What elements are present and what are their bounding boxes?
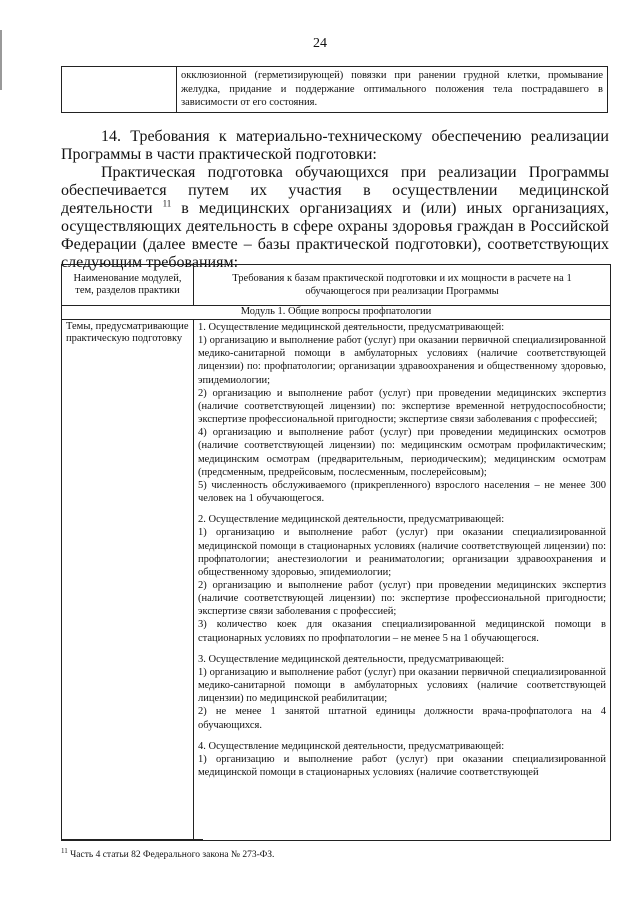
block-item: 3) количество коек для оказания специализированной медицинской помощи в стационарных условиях по профпатологии – не менее 5 на 1 обучающегося. xyxy=(198,619,606,644)
block-item: 1) организацию и выполнение работ (услуг) при оказании специализированной медицинской помощи в стационарных условиях (наличие соответствующей лицензии) по: профпатологии; анестезиологии и реаниматологии; организации здравоохранения и общественному здоровью, эпидемиологии; xyxy=(198,527,606,578)
block-item: 4) организацию и выполнение работ (услуг) при проведении медицинских осмотров (наличие соответствующей лицензии) по: медицинским осмотрам профилактическим; медицинским осмотрам (предварительным, периодическим); медицинским осмотрам (предсменным, предрейсовым, послесменным, послерейсовым); xyxy=(198,427,606,478)
footnote-number: 11 xyxy=(61,847,68,855)
header-requirements: Требования к базам практической подготовки и их мощности в расчете на 1 обучающегося при реализации Программы xyxy=(194,265,611,306)
block-item: 1) организацию и выполнение работ (услуг) при оказании первичной специализированной медико-санитарной помощи в амбулаторных условиях (наличие соответствующей лицензии) по медицинской реабилитации; xyxy=(198,666,606,705)
block-item: 2) организацию и выполнение работ (услуг) при проведении медицинских экспертиз (наличие соответствующей лицензии) по: экспертизе временной нетрудоспособности; экспертизе профессиональной пригодности; экспертизе связи заболевания с профессией; xyxy=(198,387,606,426)
footnote-divider xyxy=(61,839,203,840)
continuation-empty-cell xyxy=(62,67,177,113)
block-title: 1. Осуществление медицинской деятельности, предусматривающей: xyxy=(198,322,505,333)
block-title: 2. Осуществление медицинской деятельности, предусматривающей: xyxy=(198,514,505,526)
requirement-block xyxy=(198,653,606,732)
section-heading: 14. Требования к материально-техническому обеспечению реализации Программы в части практической подготовки: xyxy=(61,128,609,163)
block-item: 1) организацию и выполнение работ (услуг) при оказании специализированной медицинской помощи в стационарных условиях (наличие соответствующей xyxy=(198,753,606,778)
header-modules: Наименование модулей, тем, разделов практики xyxy=(62,265,194,306)
intro-text-before: Практическая подготовка обучающихся при реализации Программы обеспечивается путем их участия в осуществлении медицинской деятельности xyxy=(61,164,609,217)
topic-label: Темы, предусматривающие практическую подготовку xyxy=(62,320,194,841)
requirements-table xyxy=(61,264,611,841)
block-title: 4. Осуществление медицинской деятельности, предусматривающей: xyxy=(198,740,505,752)
footnote xyxy=(61,846,274,861)
module-title: Модуль 1. Общие вопросы профпатологии xyxy=(62,306,611,320)
footnote-text: Часть 4 статьи 82 Федерального закона № 273-ФЗ. xyxy=(67,850,275,861)
intro-text-after: в медицинских организациях и (или) иных организациях, осуществляющих деятельность в сфере охраны здоровья граждан в Российской Федерации (далее вместе – базы практической подготовки), соответствующих следующим требованиям: xyxy=(61,200,609,271)
intro-paragraph xyxy=(61,164,609,272)
footnote-reference: 11 xyxy=(162,198,172,209)
block-title: 3. Осуществление медицинской деятельности, предусматривающей: xyxy=(198,653,505,665)
requirement-block xyxy=(198,513,606,645)
block-item: 5) численность обслуживаемого (прикрепленного) взрослого населения – не менее 300 человек на 1 обучающегося. xyxy=(198,479,606,505)
block-item: 1) организацию и выполнение работ (услуг) при оказании первичной специализированной медико-санитарной помощи в амбулаторных условиях (наличие соответствующей лицензии) по: профпатологии; организации здравоохранения и общественному здоровью, эпидемиологии; xyxy=(198,335,606,386)
block-item: 2) не менее 1 занятой штатной единицы должности врача-профпатолога на 4 обучающихся. xyxy=(198,706,606,731)
block-item: 2) организацию и выполнение работ (услуг) при проведении медицинских экспертиз (наличие соответствующей лицензии) по: экспертизе профессиональной пригодности; экспертизе связи заболевания с профессией; xyxy=(198,579,606,618)
continuation-table xyxy=(61,66,608,113)
page-number: 24 xyxy=(313,36,327,51)
continuation-text: окклюзионной (герметизирующей) повязки при ранении грудной клетки, промывание желудка, придание и поддержание оптимального положения тела пострадавшего в зависимости от его состояния. xyxy=(177,67,608,113)
requirements-cell xyxy=(194,320,611,841)
requirement-block xyxy=(198,321,606,505)
requirement-block xyxy=(198,740,606,779)
